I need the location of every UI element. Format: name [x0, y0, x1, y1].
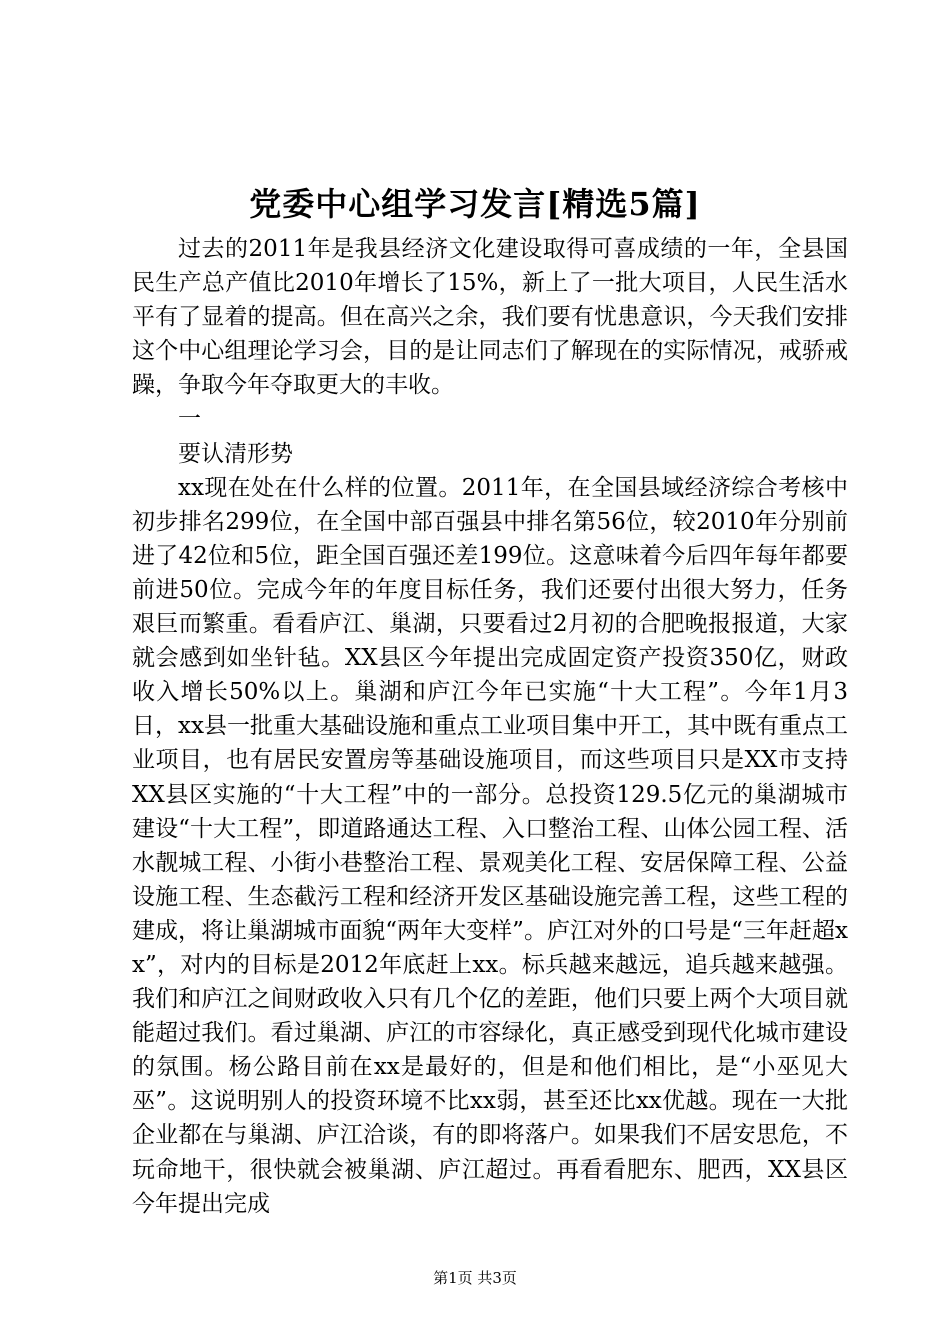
document-title: 党委中心组学习发言[精选5篇]	[249, 185, 701, 223]
section-heading: 要认清形势	[178, 440, 293, 467]
paragraph-situation: xx现在处在什么样的位置。2011年，在全国县域经济综合考核中初步排名299位，在全国中部百强县中排名第56位，较2010年分别前进了42位和5位，距全国百强还差199位。这意味着今后四年每年都要前进50位。完成今年的年度目标任务，我们还要付出很大努力，任务艰巨而繁重。看看庐江、巢湖，只要看过2月初的合肥晚报报道，大家就会感到如坐针毡。XX县区今年提出完成固定资产投资350亿，财政收入增长50%以上。巢湖和庐江今年已实施“十大工程”。今年1月3日，xx县一批重大基础设施和重点工业项目集中开工，其中既有重点工业项目，也有居民安置房等基础设施项目，而这些项目只是XX市支持XX县区实施的“十大工程”中的一部分。总投资129.5亿元的巢湖城市建设“十大工程”，即道路通达工程、入口整治工程、山体公园工程、活水靓城工程、小街小巷整治工程、景观美化工程、安居保障工程、公益设施工程、生态截污工程和经济开发区基础设施完善工程，这些工程的建成，将让巢湖城市面貌“两年大变样”。庐江对外的口号是“三年赶超xx”，对内的目标是2012年底赶上xx。标兵越来越远，追兵越来越强。我们和庐江之间财政收入只有几个亿的差距，他们只要上两个大项目就能超过我们。看过巢湖、庐江的市容绿化，真正感受到现代化城市建设的氛围。杨公路目前在xx是最好的，但是和他们相比，是“小巫见大巫”。这说明别人的投资环境不比xx弱，甚至还比xx优越。现在一大批企业都在与巢湖、庐江洽谈，有的即将落户。如果我们不居安思危，不玩命地干，很快就会被巢湖、庐江超过。再看看肥东、肥西，XX县区今年提出完成	[132, 474, 848, 1217]
document-body	[132, 232, 848, 1221]
page-footer: 第1页 共3页	[433, 1269, 517, 1287]
section-number: 一	[178, 406, 201, 433]
paragraph-intro: 过去的2011年是我县经济文化建设取得可喜成绩的一年，全县国民生产总产值比2010年增长了15%，新上了一批大项目，人民生活水平有了显着的提高。但在高兴之余，我们要有忧患意识，今天我们安排这个中心组理论学习会，目的是让同志们了解现在的实际情况，戒骄戒躁，争取今年夺取更大的丰收。	[132, 236, 848, 399]
